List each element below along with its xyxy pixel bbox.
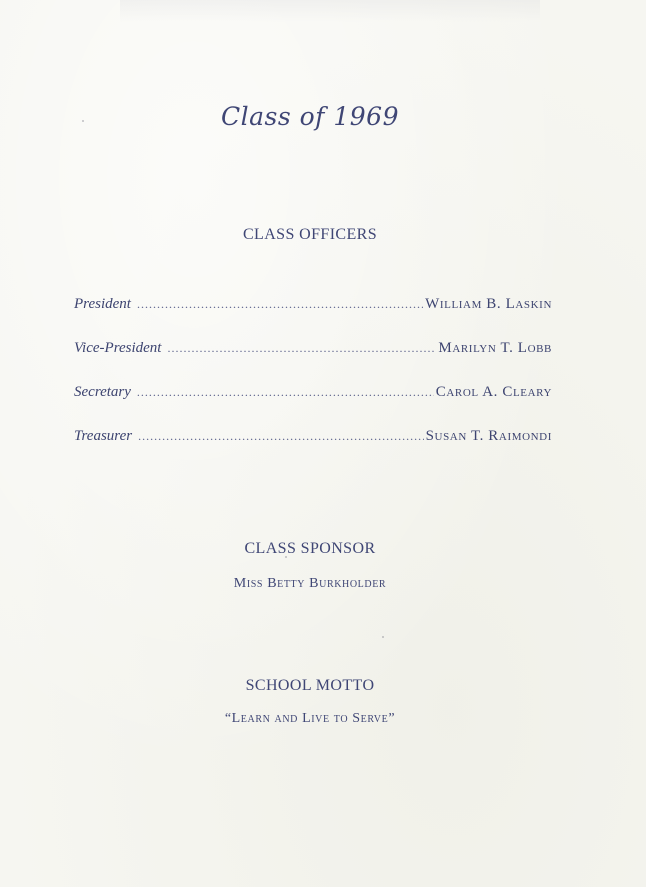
officer-role: President bbox=[74, 296, 131, 312]
officer-role: Treasurer bbox=[74, 428, 133, 444]
motto-text: “Learn and Live to Serve” bbox=[224, 711, 396, 726]
dot-leader bbox=[167, 341, 436, 356]
officers-heading: CLASS OFFICERS bbox=[242, 226, 378, 243]
sponsor-heading: CLASS SPONSOR bbox=[244, 540, 376, 557]
officer-name: Marilyn T. Lobb bbox=[438, 340, 552, 356]
paper-speck bbox=[82, 120, 84, 122]
officer-row-vice-president bbox=[74, 340, 552, 384]
officer-row-treasurer bbox=[74, 428, 552, 472]
dot-leader bbox=[137, 297, 423, 312]
officer-name: Carol A. Cleary bbox=[435, 384, 552, 400]
officer-role: Vice-President bbox=[74, 340, 162, 356]
dot-leader bbox=[137, 385, 434, 400]
dot-leader bbox=[138, 429, 424, 444]
officer-role: Secretary bbox=[74, 384, 131, 400]
paper-speck bbox=[382, 636, 384, 638]
officer-row-secretary bbox=[74, 384, 552, 428]
sponsor-name: Miss Betty Burkholder bbox=[233, 576, 387, 591]
officer-name: Susan T. Raimondi bbox=[425, 428, 552, 444]
bleed-through-shadow bbox=[120, 0, 540, 22]
paper-speck bbox=[285, 556, 287, 558]
officer-row-president bbox=[74, 296, 552, 340]
officers-list bbox=[74, 296, 552, 472]
motto-heading: SCHOOL MOTTO bbox=[245, 677, 375, 694]
officer-name: William B. Laskin bbox=[425, 296, 552, 312]
page-title: Class of 1969 bbox=[220, 102, 399, 131]
